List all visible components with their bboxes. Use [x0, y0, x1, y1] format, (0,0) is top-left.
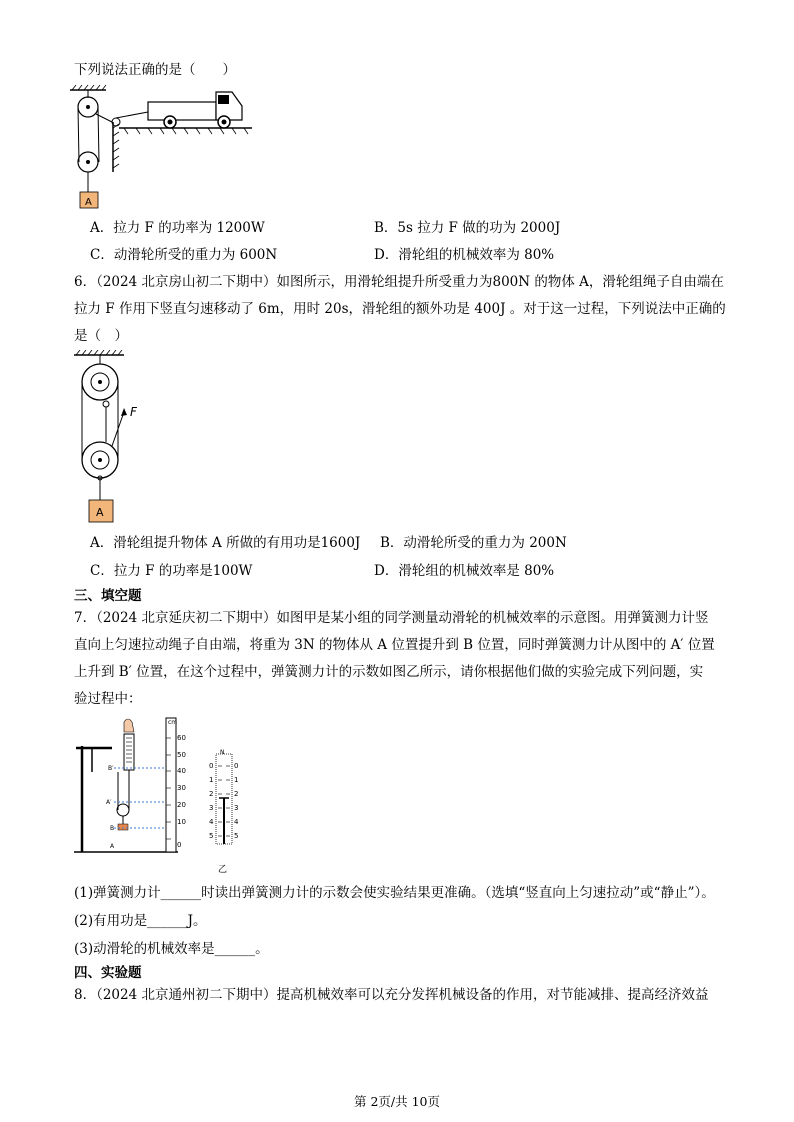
- q7-meter-left-3: 3: [209, 804, 214, 812]
- q7-mark-b-prime: B′: [108, 765, 114, 772]
- q6-fig-label-a: A: [96, 506, 104, 519]
- q7-sub-1: (1)弹簧测力计______时读出弹簧测力计的示数会使实验结果更准确。（选填“竖直向上匀速拉动”或“静止”）。: [74, 885, 715, 901]
- q6-option-c: C．拉力 F 的功率是100W: [90, 563, 253, 579]
- q7-figure: [70, 712, 260, 876]
- q6-line-1: 6．（2024 北京房山初二下期中）如图所示，用滑轮组提升所受重力为800N 的物体 A，滑轮组绳子自由端在: [74, 274, 724, 290]
- q7-ruler-tick-40: 40: [177, 767, 186, 775]
- q5-option-a: A．拉力 F 的功率为 1200W: [90, 220, 265, 236]
- q7-sub-2: (2)有用功是______J。: [74, 913, 207, 929]
- q7-line-1: 7．（2024 北京延庆初二下期中）如图甲是某小组的同学测量动滑轮的机械效率的示意图。用弹簧测力计竖: [74, 610, 709, 626]
- q7-line-4: 验过程中：: [74, 691, 142, 707]
- section-3-title: 三、填空题: [74, 588, 142, 604]
- q6-option-b: B．动滑轮所受的重力为 200N: [380, 535, 567, 551]
- q7-mark-a-prime: A′: [106, 799, 112, 806]
- q6-figure: [72, 350, 162, 526]
- q5-option-c: C．动滑轮所受的重力为 600N: [90, 247, 278, 263]
- q7-meter-left-0: 0: [209, 762, 214, 770]
- q7-ruler-tick-20: 20: [177, 801, 186, 809]
- q7-line-3: 上升到 B′ 位置，在这个过程中，弹簧测力计的示数如图乙所示，请你根据他们做的实验完成下列问题，实: [74, 664, 704, 680]
- page-footer: 第 2页/共 10页: [353, 1094, 441, 1109]
- q7-meter-right-0: 0: [234, 762, 239, 770]
- q6-fig-label-f: F: [130, 405, 137, 419]
- q5-option-b: B．5s 拉力 F 做的功为 2000J: [374, 220, 561, 236]
- q7-meter-right-4: 4: [234, 818, 239, 826]
- q6-line-2: 拉力 F 作用下竖直匀速移动了 6m，用时 20s，滑轮组的额外功是 400J 。对于这一过程，下列说法中正确的: [74, 301, 726, 317]
- q5-fig-label-a: A: [85, 197, 92, 208]
- q7-meter-left-2: 2: [209, 790, 214, 798]
- q7-meter-left-5: 5: [209, 832, 214, 840]
- q7-line-2: 直向上匀速拉动绳子自由端，将重为 3N 的物体从 A 位置提升到 B 位置，同时弹簧测力计从图中的 A′ 位置: [74, 637, 715, 653]
- q6-option-a: A．滑轮组提升物体 A 所做的有用功是1600J: [90, 535, 361, 551]
- q5-figure: [66, 84, 256, 212]
- q7-caption-b: 乙: [218, 865, 228, 875]
- q5-intro: 下列说法正确的是（ ）: [74, 62, 236, 78]
- q7-meter-left-1: 1: [209, 776, 214, 784]
- q8-line-1: 8．（2024 北京通州初二下期中）提高机械效率可以充分发挥机械设备的作用，对节能减排、提高经济效益: [74, 987, 709, 1003]
- section-4-title: 四、实验题: [74, 965, 142, 981]
- q7-ruler-unit: cm: [168, 719, 178, 726]
- q7-mark-a: A: [110, 843, 115, 850]
- q5-option-d: D．滑轮组的机械效率为 80%: [374, 247, 555, 263]
- q7-ruler-tick-60: 60: [177, 734, 186, 742]
- q7-meter-right-3: 3: [234, 804, 239, 812]
- q7-ruler-tick-50: 50: [177, 751, 186, 759]
- q7-sub-3: (3)动滑轮的机械效率是______。: [74, 941, 269, 957]
- q7-meter-left-4: 4: [209, 818, 214, 826]
- q6-line-3: 是（ ）: [74, 328, 128, 344]
- q7-meter-right-5: 5: [234, 832, 239, 840]
- q7-ruler-tick-30: 30: [177, 784, 186, 792]
- q6-option-d: D．滑轮组的机械效率是 80%: [374, 563, 555, 579]
- q7-meter-unit: N: [220, 749, 225, 756]
- q7-meter-right-2: 2: [234, 790, 239, 798]
- q7-meter-right-1: 1: [234, 776, 239, 784]
- q7-ruler-tick-10: 10: [177, 818, 186, 826]
- q7-ruler-tick-0: 0: [177, 841, 182, 849]
- q7-mark-b: B: [110, 825, 115, 832]
